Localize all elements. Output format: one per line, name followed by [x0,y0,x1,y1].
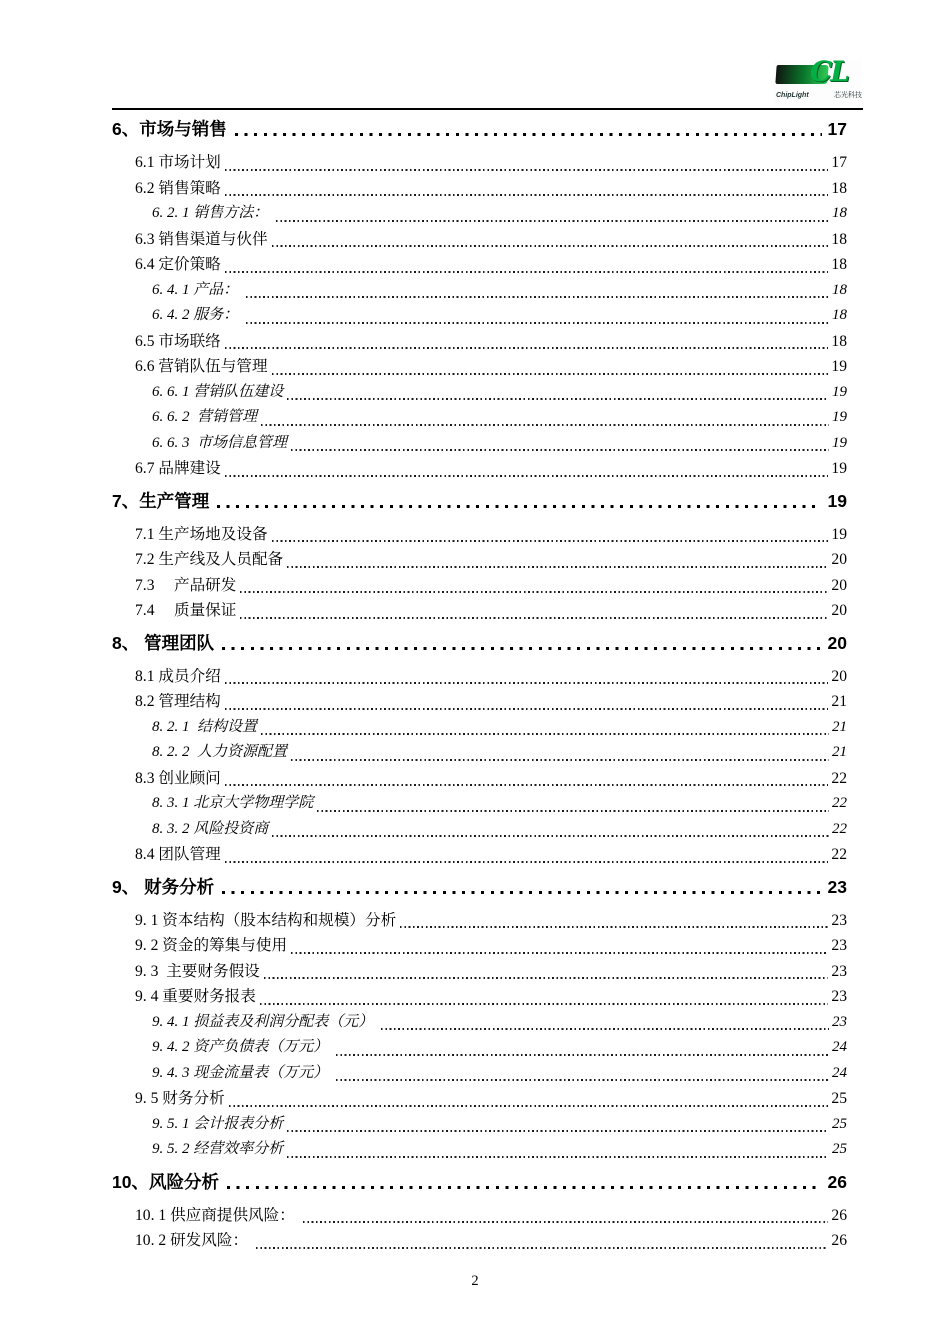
toc-section [112,116,847,482]
toc-entry-label: 7.2 生产线及人员配备 [135,551,284,568]
toc-entry-row[interactable] [112,380,847,406]
toc-entry-row[interactable] [112,689,847,715]
toc-entry-label: 9. 5 财务分析 [135,1090,225,1107]
toc-leader-dots [256,1247,828,1249]
toc-entry-label: 9. 3 主要财务假设 [135,962,260,980]
toc-leader-dots [229,1105,829,1107]
toc-entry-page-number: 20 [831,576,847,594]
toc-leader-dots [261,733,829,735]
toc-entry-label: 6. 6. 1 营销队伍建设 [152,383,284,400]
toc [112,110,847,1254]
toc-section [112,874,847,1163]
toc-entry-page-number: 25 [832,1115,847,1132]
toc-leader-dots [227,1186,822,1189]
toc-entry-label: 6.6 营销队伍与管理 [135,358,268,375]
toc-leader-dots [287,1156,829,1158]
toc-section [112,1169,847,1254]
toc-entry-label: 9. 4. 3 现金流量表（万元） [152,1064,333,1081]
toc-entry-label: 9. 4. 2 资产负债表（万元） [152,1039,333,1055]
toc-entry-label: 6.2 销售策略 [135,179,221,197]
toc-entry-page-number: 22 [831,846,847,863]
toc-entry-label: 6. 4. 1 产品： [152,281,243,298]
toc-entry-label: 6.3 销售渠道与伙伴 [135,230,268,248]
toc-entry-row[interactable] [112,522,847,548]
company-logo [774,55,862,106]
toc-leader-dots [287,1130,829,1132]
toc-entry-row[interactable] [112,791,847,817]
toc-entry-label: 8.2 管理结构 [135,693,221,710]
toc-entry-row[interactable] [112,766,847,792]
toc-entry-page-number: 18 [831,179,847,197]
toc-entry-page-number: 25 [831,1090,847,1107]
toc-entry-page-number: 23 [831,911,847,929]
toc-section [112,630,847,868]
toc-entry-page-number: 23 [831,937,847,954]
toc-entry-row[interactable] [112,664,847,690]
toc-heading-page-number: 20 [827,632,847,653]
toc-entry-row[interactable] [112,278,847,304]
toc-leader-dots [225,194,829,196]
toc-entry-label: 10. 1 供应商提供风险： [135,1206,299,1224]
toc-entry-label: 6. 6. 3 市场信息管理 [152,434,288,451]
toc-entry-page-number: 19 [831,525,847,543]
toc-entry-page-number: 21 [832,718,847,735]
toc-leader-dots [287,566,828,568]
toc-leader-dots [225,682,829,684]
toc-leader-dots [225,861,829,863]
toc-heading-label: 8、 管理团队 [112,632,215,653]
toc-entry-page-number: 22 [832,795,847,811]
toc-entry-row[interactable] [112,1112,847,1138]
toc-entry-page-number: 23 [831,988,847,1005]
toc-leader-dots [225,169,829,171]
toc-entry-page-number: 26 [831,1206,847,1224]
toc-heading-page-number: 17 [827,119,847,139]
toc-leader-dots [291,759,829,761]
toc-heading-page-number: 23 [827,876,847,897]
toc-entry-page-number: 23 [831,962,847,980]
toc-heading-page-number: 26 [827,1171,847,1192]
toc-entry-label: 9. 2 资金的筹集与使用 [135,937,288,954]
toc-entry-row[interactable] [112,354,847,380]
toc-leader-dots [272,373,829,375]
toc-entry-label: 8. 2. 1 结构设置 [152,718,258,735]
toc-entry-row[interactable] [112,1137,847,1163]
toc-leader-dots [264,977,829,979]
toc-entry-row[interactable] [112,959,847,985]
toc-leader-dots [222,647,821,650]
toc-heading-label: 10、风险分析 [112,1171,219,1192]
toc-heading-row[interactable] [112,488,847,514]
toc-heading-page-number: 19 [827,490,847,511]
toc-entry-row[interactable] [112,201,847,227]
logo-caption [776,91,862,100]
toc-leader-dots [225,784,829,786]
toc-entry-row[interactable] [112,1035,847,1061]
toc-entry-label: 8. 3. 1 北京大学物理学院 [152,795,314,811]
toc-entry-label: 8.1 成员介绍 [135,667,221,685]
logo-brand-name: ChipLight [776,92,809,99]
toc-entry-label: 9. 4. 1 损益表及利润分配表（元） [152,1013,378,1030]
toc-entry-page-number: 21 [832,744,847,760]
toc-entry-page-number: 22 [831,769,847,787]
toc-entry-page-number: 21 [831,693,847,710]
toc-entry-page-number: 20 [831,667,847,685]
toc-entry-label: 8.3 创业顾问 [135,769,221,787]
toc-heading-label: 7、生产管理 [112,490,210,511]
toc-entry-row[interactable] [112,1061,847,1087]
toc-leader-dots [317,810,829,812]
toc-heading-row[interactable] [112,874,847,900]
toc-leader-dots [276,220,829,222]
toc-leader-dots [260,1003,829,1005]
toc-leader-dots [272,835,829,837]
toc-entry-row[interactable] [112,740,847,766]
toc-entry-page-number: 23 [832,1013,847,1030]
toc-heading-label: 6、市场与销售 [112,119,227,139]
toc-leader-dots [272,245,829,247]
toc-entry-row[interactable] [112,227,847,253]
toc-entry-page-number: 24 [832,1039,847,1055]
toc-leader-dots [225,475,829,477]
page-footer [0,1271,950,1291]
toc-entry-page-number: 19 [831,358,847,375]
toc-entry-row[interactable] [112,984,847,1010]
toc-entry-label: 6. 2. 1 销售方法： [152,205,273,221]
toc-leader-dots [222,891,821,894]
toc-leader-dots [381,1028,829,1030]
toc-entry-page-number: 18 [832,205,847,221]
toc-entry-label: 6. 4. 2 服务： [152,307,243,323]
toc-heading-row[interactable] [112,116,847,142]
toc-entry-label: 7.3 产品研发 [135,576,237,594]
toc-heading-label: 9、 财务分析 [112,876,215,897]
toc-entry-page-number: 18 [832,307,847,323]
toc-section [112,488,847,624]
toc-entry-label: 8. 3. 2 风险投资商 [152,820,269,837]
toc-entry-page-number: 19 [831,460,847,477]
toc-entry-label: 8. 2. 2 人力资源配置 [152,744,288,760]
toc-entry-page-number: 20 [831,602,847,619]
toc-entry-label: 9. 4 重要财务报表 [135,988,256,1005]
toc-leader-dots [336,1079,829,1081]
toc-entry-row[interactable] [112,598,847,624]
toc-leader-dots [217,505,821,508]
toc-entry-row[interactable] [112,547,847,573]
toc-leader-dots [225,271,829,273]
toc-entry-row[interactable] [112,1010,847,1036]
toc-leader-dots [291,952,828,954]
toc-entry-page-number: 19 [832,434,847,451]
toc-entry-label: 10. 2 研发风险： [135,1232,252,1249]
toc-leader-dots [336,1054,829,1056]
logo-monogram: CL [810,55,848,88]
toc-entry-label: 8.4 团队管理 [135,846,221,863]
toc-entry-page-number: 17 [831,154,847,171]
toc-entry-label: 6.7 品牌建设 [135,460,221,477]
toc-leader-dots [303,1221,829,1223]
toc-entry-label: 6. 6. 2 营销管理 [152,409,258,425]
toc-entry-page-number: 19 [832,383,847,400]
toc-leader-dots [240,617,828,619]
toc-entry-row[interactable] [112,303,847,329]
toc-entry-row[interactable] [112,176,847,202]
toc-entry-row[interactable] [112,933,847,959]
toc-entry-row[interactable] [112,252,847,278]
toc-leader-dots [235,133,822,136]
toc-entry-page-number: 25 [832,1141,847,1157]
toc-entry-row[interactable] [112,1228,847,1254]
toc-entry-row[interactable] [112,150,847,176]
toc-leader-dots [291,449,829,451]
toc-entry-page-number: 18 [832,281,847,298]
toc-leader-dots [287,398,829,400]
toc-entry-row[interactable] [112,1086,847,1112]
toc-entry-page-number: 24 [832,1064,847,1081]
toc-entry-page-number: 22 [832,820,847,837]
logo-brand-name-cn: 芯光科技 [834,92,862,99]
toc-entry-row[interactable] [112,456,847,482]
toc-leader-dots [246,322,829,324]
toc-leader-dots [225,708,829,710]
toc-entry-page-number: 26 [831,1232,847,1249]
toc-entry-label: 6.5 市场联络 [135,332,221,350]
toc-leader-dots [261,424,829,426]
toc-entry-row[interactable] [112,431,847,457]
toc-entry-label: 6.1 市场计划 [135,154,221,171]
toc-entry-page-number: 20 [831,551,847,568]
toc-entry-page-number: 18 [831,256,847,273]
toc-leader-dots [272,540,829,542]
toc-heading-row[interactable] [112,630,847,656]
toc-entry-label: 6.4 定价策略 [135,256,221,273]
toc-entry-page-number: 18 [831,332,847,350]
toc-entry-row[interactable] [112,329,847,355]
toc-leader-dots [240,591,828,593]
toc-heading-row[interactable] [112,1169,847,1195]
footer-page-number: 2 [471,1273,479,1289]
toc-leader-dots [225,347,829,349]
toc-entry-label: 9. 5. 1 会计报表分析 [152,1115,284,1132]
toc-entry-label: 7.4 质量保证 [135,602,237,619]
toc-entry-label: 9. 5. 2 经营效率分析 [152,1141,284,1157]
toc-entry-page-number: 18 [831,230,847,248]
toc-entry-page-number: 19 [832,409,847,425]
toc-entry-row[interactable] [112,1203,847,1229]
toc-entry-row[interactable] [112,908,847,934]
toc-leader-dots [400,926,828,928]
toc-entry-row[interactable] [112,405,847,431]
toc-entry-label: 9. 1 资本结构（股本结构和规模）分析 [135,911,397,929]
toc-entry-row[interactable] [112,573,847,599]
toc-entry-label: 7.1 生产场地及设备 [135,525,268,543]
toc-leader-dots [246,296,829,298]
logo-art [774,55,862,90]
toc-entry-row[interactable] [112,817,847,843]
toc-entry-row[interactable] [112,842,847,868]
toc-entry-row[interactable] [112,715,847,741]
